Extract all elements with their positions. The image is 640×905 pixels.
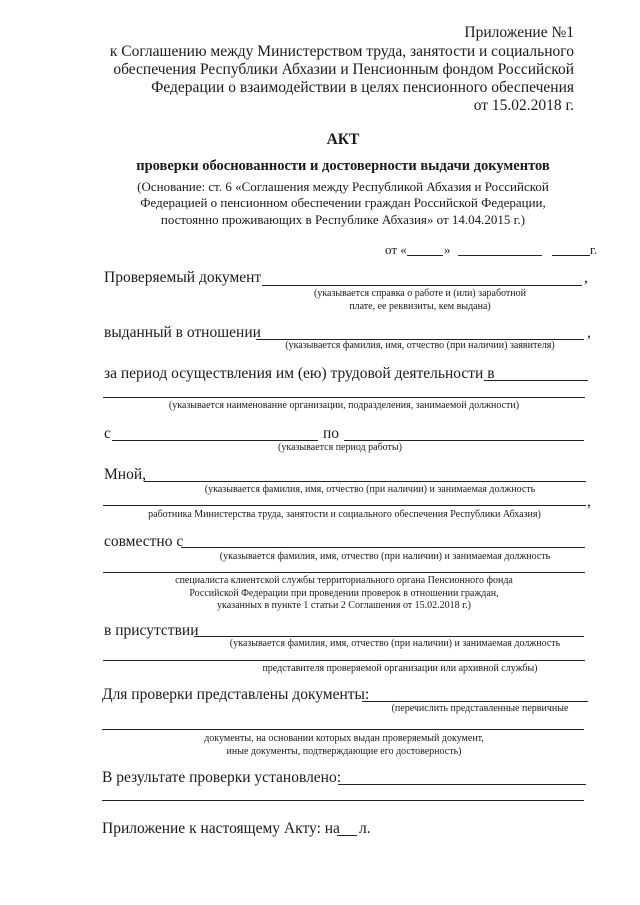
documents-field[interactable] (362, 701, 588, 702)
jointly-note: (указывается фамилия, имя, отчество (при наличии) и занимаемая должность (219, 551, 551, 562)
documents-note: (перечислить представленные первичные (391, 703, 569, 714)
result-label: В результате проверки установлено: (102, 769, 342, 786)
jointly-field-2[interactable] (103, 572, 585, 573)
basis-line: Федерацией о пенсионном обеспечении граждан Российской Федерации, (140, 195, 546, 210)
document-subtitle: проверки обоснованности и достоверности выдачи документов (136, 158, 550, 174)
by-me-note: (указывается фамилия, имя, отчество (при наличии) и занимаемая должность (204, 484, 536, 495)
to-label: по (323, 425, 340, 442)
presence-field[interactable] (194, 636, 584, 637)
comma: , (587, 493, 591, 510)
header-line: обеспечения Республики Абхазии и Пенсионным фондом Российской (113, 61, 574, 78)
presence-note: представителя проверяемой организации или архивной службы) (262, 663, 538, 674)
attachment-suffix: л. (359, 820, 371, 837)
comma: , (587, 324, 591, 341)
documents-label: Для проверки представлены документы: (102, 686, 370, 703)
period-label: за период осуществления им (ею) трудовой деятельности в (104, 365, 495, 382)
attachment-pages-field[interactable] (337, 835, 357, 836)
presence-note: (указывается фамилия, имя, отчество (при наличии) и занимаемая должность (229, 638, 561, 649)
date-year-field[interactable] (552, 255, 590, 256)
document-title: АКТ (326, 131, 360, 148)
doc-label: Проверяемый документ (104, 269, 262, 286)
doc-field[interactable] (262, 285, 582, 286)
comma: , (584, 269, 588, 286)
organization-field-2[interactable] (103, 397, 585, 398)
presence-label: в присутствии (104, 622, 199, 639)
header-line: Федерации о взаимодействии в целях пенсионного обеспечения (151, 79, 574, 96)
doc-note: плате, ее реквизиты, кем выдана) (349, 301, 491, 312)
result-field[interactable] (338, 784, 586, 785)
doc-note: (указывается справка о работе и (или) заработной (313, 288, 526, 299)
by-me-label: Мной, (104, 466, 146, 483)
jointly-note: указанных в пункте 1 статьи 2 Соглашения от 15.02.2018 г.) (217, 600, 471, 611)
date-prefix: от « (385, 242, 407, 257)
to-date-field[interactable] (344, 440, 584, 441)
jointly-note: Российской Федерации при проведении проверок в отношении граждан, (189, 588, 499, 599)
issued-label: выданный в отношении (104, 324, 261, 341)
organization-note: (указывается наименование организации, подразделения, занимаемой должности) (168, 400, 520, 411)
jointly-note: специалиста клиентской службы территориального органа Пенсионного фонда (175, 575, 513, 586)
jointly-field[interactable] (181, 547, 585, 548)
date-suffix: г. (590, 242, 598, 257)
documents-note: документы, на основании которых выдан проверяемый документ, (204, 733, 484, 744)
header-line: от 15.02.2018 г. (473, 97, 574, 114)
by-me-note: работника Министерства труда, занятости и социального обеспечения Республики Абхазия) (148, 509, 541, 520)
documents-field-2[interactable] (102, 729, 584, 730)
by-me-field-2[interactable] (103, 505, 586, 506)
jointly-label: совместно с (104, 533, 184, 550)
from-date-field[interactable] (112, 440, 318, 441)
header-line: к Соглашению между Министерством труда, занятости и социального (109, 43, 574, 60)
by-me-field[interactable] (144, 481, 586, 482)
basis-line: постоянно проживающих в Республике Абхазия» от 14.04.2015 г.) (160, 212, 526, 227)
presence-field-2[interactable] (103, 660, 585, 661)
basis-line: (Основание: ст. 6 «Соглашения между Республикой Абхазия и Российской (137, 179, 549, 194)
date-month-field[interactable] (458, 255, 542, 256)
organization-field[interactable] (484, 380, 588, 381)
issued-note: (указывается фамилия, имя, отчество (при наличии) заявителя) (285, 340, 555, 351)
attachment-label: Приложение к настоящему Акту: на (102, 820, 340, 837)
from-label: с (104, 425, 111, 442)
date-day-field[interactable] (407, 255, 443, 256)
annex-number: Приложение №1 (464, 24, 574, 41)
documents-note: иные документы, подтверждающие его достоверность) (226, 746, 462, 757)
date-mid: » (444, 242, 451, 257)
result-field-2[interactable] (102, 800, 584, 801)
period-note: (указывается период работы) (278, 442, 402, 453)
